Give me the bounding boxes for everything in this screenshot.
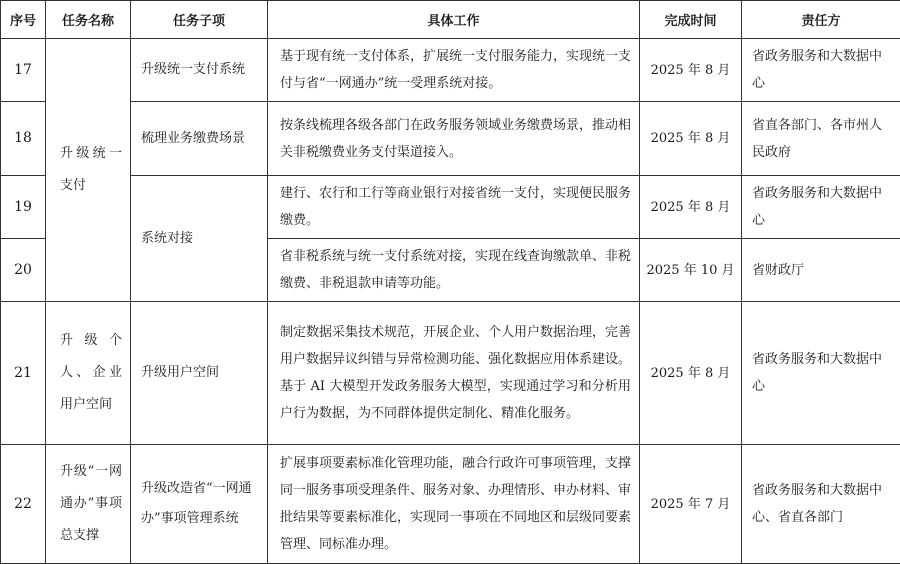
task-name: 升级“一网通办”事项总支撑 xyxy=(46,445,131,564)
header-no: 序号 xyxy=(1,1,46,39)
row-number: 20 xyxy=(1,239,46,302)
header-time: 完成时间 xyxy=(640,1,742,39)
work-detail: 建行、农行和工行等商业银行对接省统一支付，实现便民服务缴费。 xyxy=(268,176,640,239)
subtask-name: 系统对接 xyxy=(131,176,268,302)
table-row xyxy=(1,445,900,564)
table-row xyxy=(1,302,900,445)
header-owner: 责任方 xyxy=(742,1,900,39)
subtask-name: 升级用户空间 xyxy=(131,302,268,445)
header-work: 具体工作 xyxy=(268,1,640,39)
table-row xyxy=(1,102,900,176)
work-detail: 扩展事项要素标准化管理功能，融合行政许可事项管理，支撑同一服务事项受理条件、服务对象、办理情形、申办材料、审批结果等要素标准化，实现同一事项在不同地区和层级同要素管理、同标准办理。 xyxy=(268,445,640,564)
responsible-party: 省政务服务和大数据中心 xyxy=(742,176,900,239)
work-detail: 省非税系统与统一支付系统对接，实现在线查询缴款单、非税缴费、非税退款申请等功能。 xyxy=(268,239,640,302)
table-row xyxy=(1,39,900,102)
row-number: 18 xyxy=(1,102,46,176)
completion-time: 2025 年 8 月 xyxy=(640,302,742,445)
responsible-party: 省政务服务和大数据中心 xyxy=(742,302,900,445)
work-detail: 制定数据采集技术规范，开展企业、个人用户数据治理，完善用户数据异议纠错与异常检测功能、强化数据应用体系建设。基于 AI 大模型开发政务服务大模型，实现通过学习和分析用户行为数据，为不同群体提供定制化、精准化服务。 xyxy=(268,302,640,445)
subtask-name: 升级统一支付系统 xyxy=(131,39,268,102)
completion-time: 2025 年 7 月 xyxy=(640,445,742,564)
completion-time: 2025 年 8 月 xyxy=(640,102,742,176)
responsible-party: 省政务服务和大数据中心 xyxy=(742,39,900,102)
row-number: 21 xyxy=(1,302,46,445)
responsible-party: 省政务服务和大数据中心、省直各部门 xyxy=(742,445,900,564)
header-task: 任务名称 xyxy=(46,1,131,39)
row-number: 19 xyxy=(1,176,46,239)
work-detail: 基于现有统一支付体系，扩展统一支付服务能力，实现统一支付与省“一网通办”统一受理系统对接。 xyxy=(268,39,640,102)
table-header-row xyxy=(1,1,900,39)
work-detail: 按条线梳理各级各部门在政务服务领域业务缴费场景，推动相关非税缴费业务支付渠道接入。 xyxy=(268,102,640,176)
row-number: 17 xyxy=(1,39,46,102)
task-name: 升级统一支付 xyxy=(46,39,131,302)
completion-time: 2025 年 8 月 xyxy=(640,176,742,239)
responsible-party: 省直各部门、各市州人民政府 xyxy=(742,102,900,176)
header-subtask: 任务子项 xyxy=(131,1,268,39)
responsible-party: 省财政厅 xyxy=(742,239,900,302)
subtask-name: 升级改造省“一网通办”事项管理系统 xyxy=(131,445,268,564)
task-name: 升 级 个 人、企业用户空间 xyxy=(46,302,131,445)
completion-time: 2025 年 8 月 xyxy=(640,39,742,102)
table-row xyxy=(1,176,900,239)
completion-time: 2025 年 10 月 xyxy=(640,239,742,302)
row-number: 22 xyxy=(1,445,46,564)
subtask-name: 梳理业务缴费场景 xyxy=(131,102,268,176)
